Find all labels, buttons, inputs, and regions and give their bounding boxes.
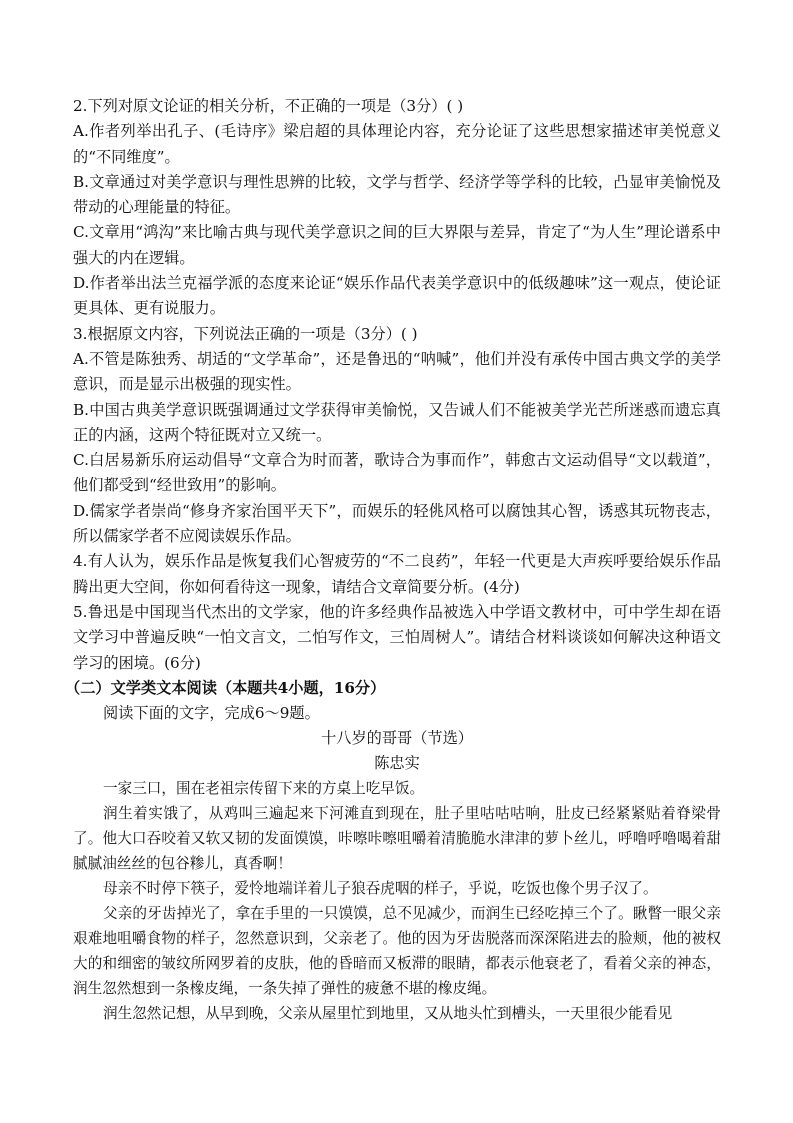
story-paragraph: 一家三口，围在老祖宗传留下来的方桌上吃早饭。: [103, 780, 425, 798]
question-4: 4.有人认为，娱乐作品是恢复我们心智疲劳的“不二良药”，年轻一代更是大声疾呼要给娱乐作品腾出更大空间，你如何看待这一现象，请结合文章简要分析。(4分): [73, 552, 721, 596]
question-3-stem: 3.根据原文内容，下列说法正确的一项是（3分）( ): [73, 324, 418, 343]
story-author: 陈忠实: [374, 754, 420, 773]
question-2-stem: 2.下列对原文论证的相关分析，不正确的一项是（3分）( ): [73, 97, 464, 115]
page-content: [65, 94, 721, 1026]
question-2-option-a: A.作者列举出孔子、(毛诗序》梁启超的具体理论内容，充分论证了这些思想家描述审美悦意义的“不同维度”。: [73, 122, 721, 166]
question-2-option-b: B.文章通过对美学意识与理性思辨的比较，文学与哲学、经济学等学科的比较，凸显审美愉悦及带动的心理能量的特征。: [73, 172, 721, 217]
story-title: 十八岁的哥哥（节选）: [321, 729, 473, 748]
story-paragraph: 父亲的牙齿掉光了，拿在手里的一只馍馍，总不见减少，而润生已经吃掉三个了。瞅瞥一眼父亲艰难地咀嚼食物的样子，忽然意识到，父亲老了。他的因为牙齿脱落而深深陷进去的脸颊，他的被权大的和细密的皱纹所网罗着的皮肤，他的昏暗而又板滞的眼睛，都表示他衰老了，看着父亲的神态，润生忽然想到一条橡皮绳，一条失掉了弹性的疲惫不堪的橡皮绳。: [73, 905, 721, 998]
story-paragraph: 润生忽然记想，从早到晚，父亲从屋里忙到地里，又从地头忙到槽头，一天里很少能看见: [103, 1005, 673, 1023]
question-2-option-d: D.作者举出法兰克福学派的态度来论证“娱乐作品代表美学意识中的低级趣味”这一观点，使论证更具体、更有说服力。: [73, 274, 721, 318]
question-3-option-d: D.儒家学者崇尚“修身齐家治国平天下”，而娱乐的轻佻风格可以腐蚀其心智，诱惑其玩物丧志，所以儒家学者不应阅读娱乐作品。: [73, 501, 721, 546]
section-2-heading: （二）文学类文本阅读（本题共4小题，16分）: [65, 678, 386, 697]
question-3-option-b: B.中国古典美学意识既强调通过文学获得审美愉悦，又告诫人们不能被美学光芒所迷惑而遗忘真正的内涵，这两个特征既对立又统一。: [73, 400, 721, 444]
section-2-instruction: 阅读下面的文字，完成6～9题。: [103, 704, 320, 723]
story-paragraph: 润生着实饿了，从鸡叫三遍起来下河滩直到现在，肚子里咕咕咕响，肚皮已经紧紧贴着脊梁骨了。他大口吞咬着又软又韧的发面馍馍，咔嚓咔嚓咀嚼着清脆脆水津津的萝卜丝儿，呼噜呼噜喝着甜腻腻油丝丝的包谷糁儿，真香啊！: [73, 805, 721, 873]
question-3-option-a: A.不管是陈独秀、胡适的“文学革命”，还是鲁迅的“呐喊”，他们并没有承传中国古典文学的美学意识，而是显示出极强的现实性。: [73, 349, 721, 394]
question-5: 5.鲁迅是中国现当代杰出的文学家，他的许多经典作品被选入中学语文教材中，可中学生却在语文学习中普遍反映“一怕文言文，二怕写作文，三怕周树人”。请结合材料谈谈如何解决这种语文学习的困境。(6分): [73, 602, 721, 672]
question-3-option-c: C.白居易新乐府运动倡导“文章合为时而著，歌诗合为事而作”，韩愈古文运动倡导“文以载道”，他们都受到“经世致用”的影响。: [73, 451, 721, 495]
story-paragraph: 母亲不时停下筷子，爱怜地端详着儿子狼吞虎咽的样子，乎说，吃饭也像个男子汉了。: [103, 880, 658, 898]
question-2-option-c: C.文章用“鸿沟”来比喻古典与现代美学意识之间的巨大界限与差异，肯定了“为人生”理论谱系中强大的内在逻辑。: [73, 223, 721, 267]
